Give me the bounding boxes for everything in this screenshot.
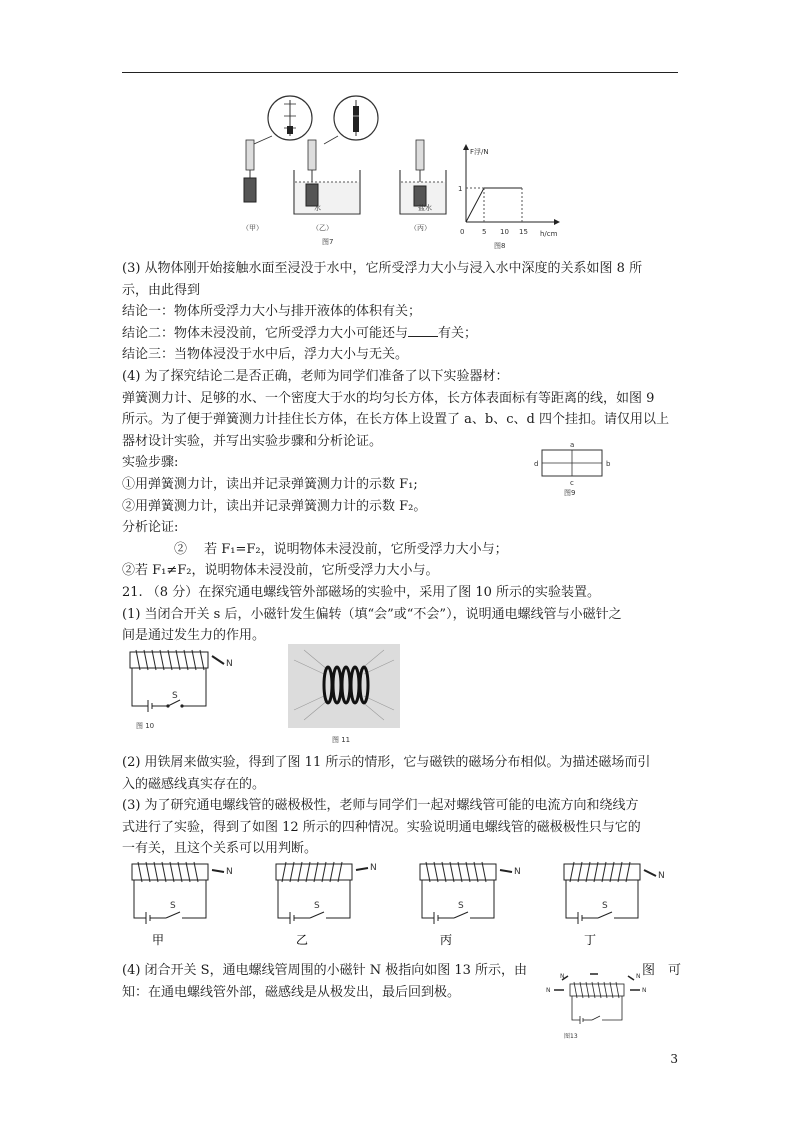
s4-line3: 所示。为了便于弹簧测力计挂住长方体，在长方体上设置了 a、b、c、d 四个挂扣。请仅用以上: [122, 412, 669, 428]
analysis-2: ②若 F₁≠F₂，说明物体未浸没前，它所受浮力大小与。: [122, 563, 439, 579]
fig13-n: N: [560, 973, 565, 980]
q21-line2: (1) 当闭合开关 s 后，小磁针发生偏转（填“会”或“不会”），说明通电螺线管与小磁针之: [122, 606, 622, 622]
s4-line4: 器材设计实验，并写出实验步骤和分析论证。: [122, 433, 383, 449]
fig8-caption: 图8: [494, 242, 506, 250]
fig12-s: S: [170, 901, 176, 911]
fig12-label-bing: 丙: [440, 933, 453, 947]
fig8-x-tick: 15: [519, 228, 528, 236]
fig12-label-ding: 丁: [584, 933, 597, 947]
fig8-x-tick: 10: [500, 228, 509, 236]
fig13-n: N: [642, 987, 647, 994]
s4-line2: 弹簧测力计、足够的水、一个密度大于水的均匀长方体，长方体表面标有等距离的线，如图 9: [122, 390, 655, 406]
figure-11: [284, 640, 404, 746]
fig8-x-tick: 5: [482, 228, 487, 236]
fig12-s: S: [602, 901, 608, 911]
p3-line-a: (3) 为了研究通电螺线管的磁极极性，老师与同学们一起对螺线管可能的电流方向和绕线方: [122, 798, 639, 814]
step-2: ②用弹簧测力计，读出并记录弹簧测力计的示数 F₂。: [122, 498, 427, 514]
conclusion-3: 结论三：当物体浸没于水中后，浮力大小与无关。: [122, 347, 409, 363]
fig12-label-jia: 甲: [152, 933, 165, 947]
s3-line2: 示，由此得到: [122, 282, 201, 298]
analysis-title: 分析论证:: [122, 520, 179, 536]
figure-7: [232, 92, 452, 250]
p3-line-c: 一有关，且这个关系可以用判断。: [122, 841, 318, 857]
question-21-text: [122, 752, 682, 860]
fig12-n: N: [514, 867, 521, 877]
answer-blank[interactable]: [408, 324, 438, 337]
page-number: 3: [670, 1052, 678, 1066]
fig9-d: d: [534, 460, 539, 468]
circuit-ding: [564, 862, 665, 947]
fig8-y-tick: 1: [458, 185, 463, 193]
p2-line-a: (2) 用铁屑来做实验，得到了图 11 所示的情形，它与磁铁的磁场分布相似。为描述磁场而引: [122, 755, 651, 770]
p4-line-a-tail: 图 可: [642, 963, 682, 978]
header-rule: [122, 72, 678, 73]
circuit-yi: [276, 862, 377, 947]
fig12-n: N: [226, 867, 233, 877]
fig12-s: S: [458, 901, 464, 911]
fig8-origin: 0: [460, 228, 465, 236]
conclusion-2-a: 结论二：物体未浸没前，它所受浮力大小可能还与: [122, 325, 409, 341]
fig10-caption: 图 10: [136, 722, 155, 730]
step-1: ①用弹簧测力计，读出并记录弹簧测力计的示数 F₁;: [122, 476, 418, 492]
figure-8: [454, 140, 564, 252]
steps-title: 实验步骤:: [122, 455, 179, 471]
fig11-caption: 图 11: [332, 736, 351, 744]
fig12-s: S: [314, 901, 320, 911]
s4-line1: (4) 为了探究结论二是否正确，老师为同学们准备了以下实验器材：: [122, 368, 509, 384]
figure-12: [124, 858, 684, 956]
fig10-s: S: [172, 691, 178, 701]
p4-line-b: 知：在通电螺线管外部，磁感线是从极发出，最后回到极。: [122, 984, 461, 1000]
fig7-caption: 图7: [322, 238, 334, 246]
circuit-bing: [420, 862, 521, 947]
fig12-n: N: [658, 871, 665, 881]
fig13-n: N: [546, 987, 551, 994]
circuit-jia: [132, 862, 233, 947]
fig12-n: N: [370, 863, 377, 873]
figure-10: [124, 646, 254, 732]
p3-line-b: 式进行了实验，得到了如图 12 所示的四种情况。实验说明通电螺线管的磁极极性只与它的: [122, 819, 641, 835]
q21-line1: 21. （8 分）在探究通电螺线管外部磁场的实验中，采用了图 10 所示的实验装置。: [122, 584, 601, 600]
fig10-n: N: [226, 659, 233, 669]
p4-line-a-main: (4) 闭合开关 S，通电螺线管周围的小磁针 N 极指向如图 13 所示，由: [122, 963, 528, 978]
fig13-caption: 图13: [564, 1033, 578, 1040]
q21-line3: 间是通过发生力的作用。: [122, 628, 266, 644]
fig12-label-yi: 乙: [296, 933, 309, 947]
analysis-1: ② 若 F₁=F₂，说明物体未浸没前，它所受浮力大小与；: [174, 541, 508, 557]
p2-line-b: 入的磁感线真实存在的。: [122, 776, 266, 792]
fig7-label-yi: （乙）: [312, 224, 333, 232]
conclusion-1: 结论一：物体所受浮力大小与排开液体的体积有关；: [122, 304, 422, 320]
fig9-c: c: [570, 479, 574, 487]
fig9-caption: 图9: [564, 489, 576, 497]
figure-9: [530, 438, 620, 498]
fig9-b: b: [606, 460, 611, 468]
fig7-salt-water: 盐水: [418, 204, 432, 212]
fig13-n: N: [636, 973, 641, 980]
fig7-label-bing: （丙）: [410, 224, 431, 232]
s3-line1: (3) 从物体刚开始接触水面至浸没于水中，它所受浮力大小与浸入水中深度的关系如图 8 所: [122, 261, 643, 276]
conclusion-2: [122, 323, 682, 345]
fig7-water: 水: [314, 204, 321, 212]
fig9-a: a: [570, 441, 575, 449]
fig8-xlabel: h/cm: [540, 230, 558, 238]
conclusion-2-b: 有关；: [438, 325, 478, 341]
fig7-label-jia: （甲）: [242, 224, 263, 232]
figure-13: [546, 972, 656, 1042]
fig8-ylabel: F浮/N: [470, 148, 489, 156]
